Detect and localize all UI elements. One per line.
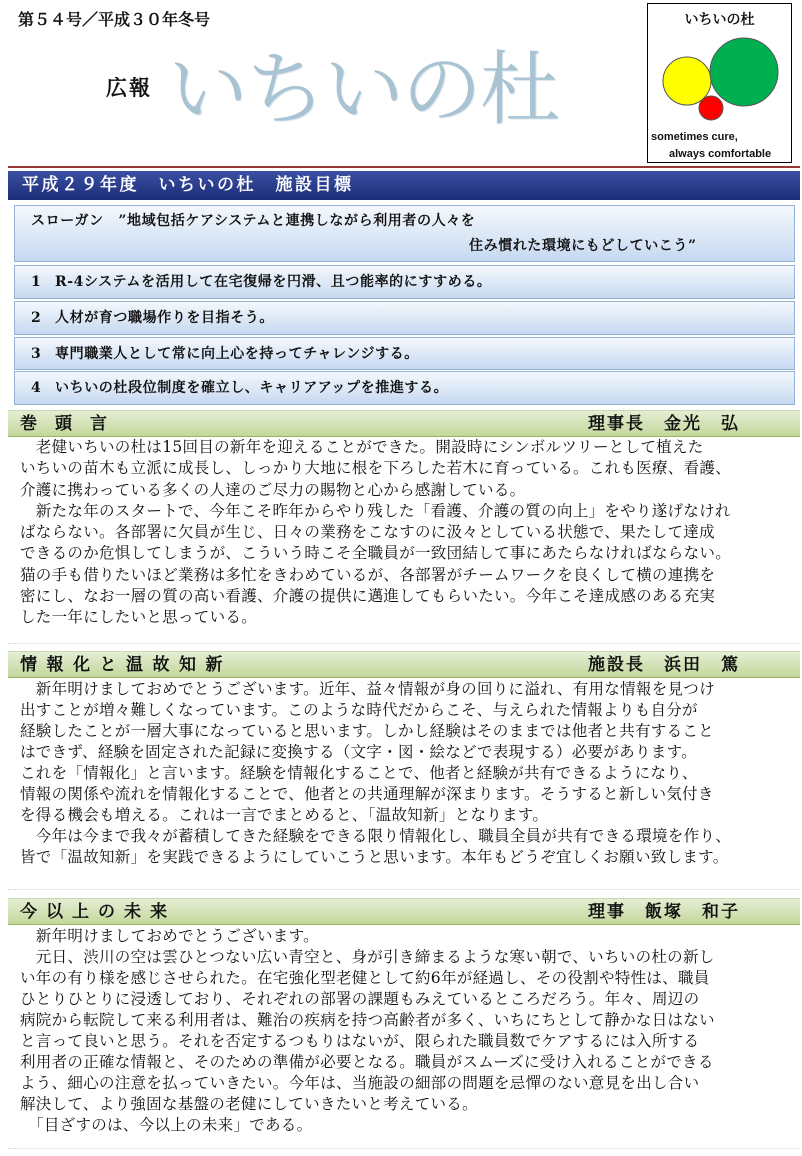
text-line: ひとりひとりに浸透しており、それぞれの部署の課題もみえているところだろう。年々、周辺の [20, 990, 700, 1008]
goal-number: 2 [31, 310, 41, 326]
text-line: はできず、経験を固定された記録に変換する（文字・図・絵などで表現する）必要があります。 [20, 743, 697, 761]
goal-text: R-4システムを活用して在宅復帰を円滑、且つ能率的にすすめる。 [55, 274, 492, 290]
text-line: 利用者の正確な情報と、そのための準備が必要となる。職員がスムーズに受け入れることができる [20, 1053, 714, 1071]
text-line: 老健いちいの杜は15回目の新年を迎えることができた。開設時にシンボルツリーとして植えた [20, 438, 704, 456]
section-author: 施設長 浜田 篤 [588, 655, 740, 675]
goal-item [14, 265, 795, 299]
section-author: 理事長 金光 弘 [588, 414, 740, 434]
text-line: よう、細心の注意を払っていきたい。今年は、当施設の細部の問題を忌憚のない意見を出し合い [20, 1074, 700, 1092]
section-header [8, 410, 800, 437]
goal-item [14, 301, 795, 335]
section-body [20, 437, 790, 629]
section-title: 情報化と温故知新 [20, 655, 232, 675]
text-line: これを「情報化」と言います。経験を情報化することで、他者と経験が共有できるようになり、 [20, 764, 698, 782]
logo-green-circle [710, 38, 778, 106]
text-line: ばならない。各部署に欠員が生じ、日々の業務をこなすのに汲々としている状態で、果たして達成 [20, 523, 715, 542]
header-divider [8, 166, 800, 168]
newsletter-title: いちいの杜 [168, 43, 558, 136]
text-line: 猫の手も借りたいほど業務は多忙をきわめているが、各部署がチームワークを良くして横の連携を [20, 565, 716, 584]
text-line: 密にし、なお一層の質の高い看護、介護の提供に邁進してもらいたい。今年こそ達成感のある充実 [20, 587, 716, 606]
section-divider [8, 889, 800, 890]
section-header [8, 898, 800, 925]
logo-tagline-1: sometimes cure, [651, 131, 738, 143]
text-line: 介護に携わっている多くの人達のご尽力の賜物と心から感謝している。 [20, 480, 526, 499]
logo-tagline-2: always comfortable [669, 148, 772, 160]
text-line: 情報の関係や流れを情報化することで、他者との共通理解が深まります。そうすると新しい気付き [20, 785, 714, 803]
text-line: と言って良いと思う。それを否定するつもりはないが、限られた職員数でケアするには入所する [20, 1032, 700, 1050]
text-line: いちいの苗木も立派に成長し、しっかり大地に根を下ろした若木に育っている。これも医療、看護、 [20, 459, 732, 478]
facility-logo [647, 3, 792, 163]
section-title: 巻頭言 [20, 414, 125, 434]
text-line: 病院から転院して来る利用者は、難治の疾病を持つ高齢者が多く、いちにちとして静かな日はない [20, 1011, 715, 1029]
slogan-line-1: スローガン ”地域包括ケアシステムと連携しながら利用者の人々を [31, 213, 476, 229]
section-header [8, 651, 800, 678]
logo-red-circle [699, 96, 723, 120]
text-line: 出すことが増々難しくなっています。このような時代だからこそ、与えられた情報よりも自分が [20, 701, 698, 719]
text-line: できるのか危惧してしまうが、こういう時こそ全職員が一致団結して事にあたらなければならない。 [20, 544, 732, 563]
goal-item [14, 337, 795, 370]
text-line: 新年明けましておめでとうございます。 [20, 927, 319, 945]
text-line: 新たな年のスタートで、今年こそ昨年からやり残した「看護、介護の質の向上」をやり遂げなけれ [20, 501, 731, 520]
section-title: 今以上の未来 [20, 902, 176, 922]
goal-text: いちいの杜段位制度を確立し、キャリアアップを推進する。 [55, 380, 449, 396]
text-line: を得る機会も増える。これは一言でまとめると、「温故知新」となります。 [20, 806, 549, 824]
section-divider [8, 643, 800, 644]
text-line: 今年は今まで我々が蓄積してきた経験をできる限り情報化し、職員全員が共有できる環境を作り、 [20, 827, 732, 845]
issue-number: 第５４号／平成３０年冬号 [18, 10, 211, 29]
goal-number: 4 [31, 380, 41, 396]
text-line: 元日、渋川の空は雲ひとつない広い青空と、身が引き締まるような寒い朝で、いちいの杜の新し [20, 948, 715, 966]
slogan-box [14, 205, 795, 262]
goal-number: 3 [31, 346, 41, 362]
section-body [20, 679, 790, 868]
slogan-line-2: 住み慣れた環境にもどしていこう” [469, 238, 697, 254]
goal-number: 1 [31, 274, 41, 290]
text-line: 経験したことが一層大事になっていると思います。しかし経験はそのままでは他者と共有すること [20, 722, 714, 740]
text-line: い年の有り様を感じさせられた。在宅強化型老健として約6年が経過し、その役割や特性は、職員 [20, 969, 710, 987]
text-line: 皆で「温故知新」を実践できるようにしていこうと思います。本年もどうぞ宜しくお願い致します。 [20, 848, 729, 866]
text-line: した一年にしたいと思っている。 [20, 608, 258, 627]
section-body [20, 926, 790, 1136]
logo-name: いちいの杜 [684, 11, 755, 27]
page-bottom-divider [8, 1148, 800, 1149]
section-author: 理事 飯塚 和子 [588, 902, 740, 922]
text-line: 「目ざすのは、今以上の未来」である。 [20, 1116, 313, 1134]
text-line: 新年明けましておめでとうございます。近年、益々情報が身の回りに溢れ、有用な情報を見つけ [20, 680, 715, 698]
text-line: 解決して、より強固な基盤の老健にしていきたいと考えている。 [20, 1095, 478, 1113]
newsletter-label: 広報 [106, 75, 152, 100]
goals-heading: 平成２９年度 いちいの杜 施設目標 [8, 171, 800, 200]
goal-text: 専門職業人として常に向上心を持ってチャレンジする。 [55, 346, 419, 362]
goal-item [14, 371, 795, 405]
goal-text: 人材が育つ職場作りを目指そう。 [55, 310, 274, 326]
